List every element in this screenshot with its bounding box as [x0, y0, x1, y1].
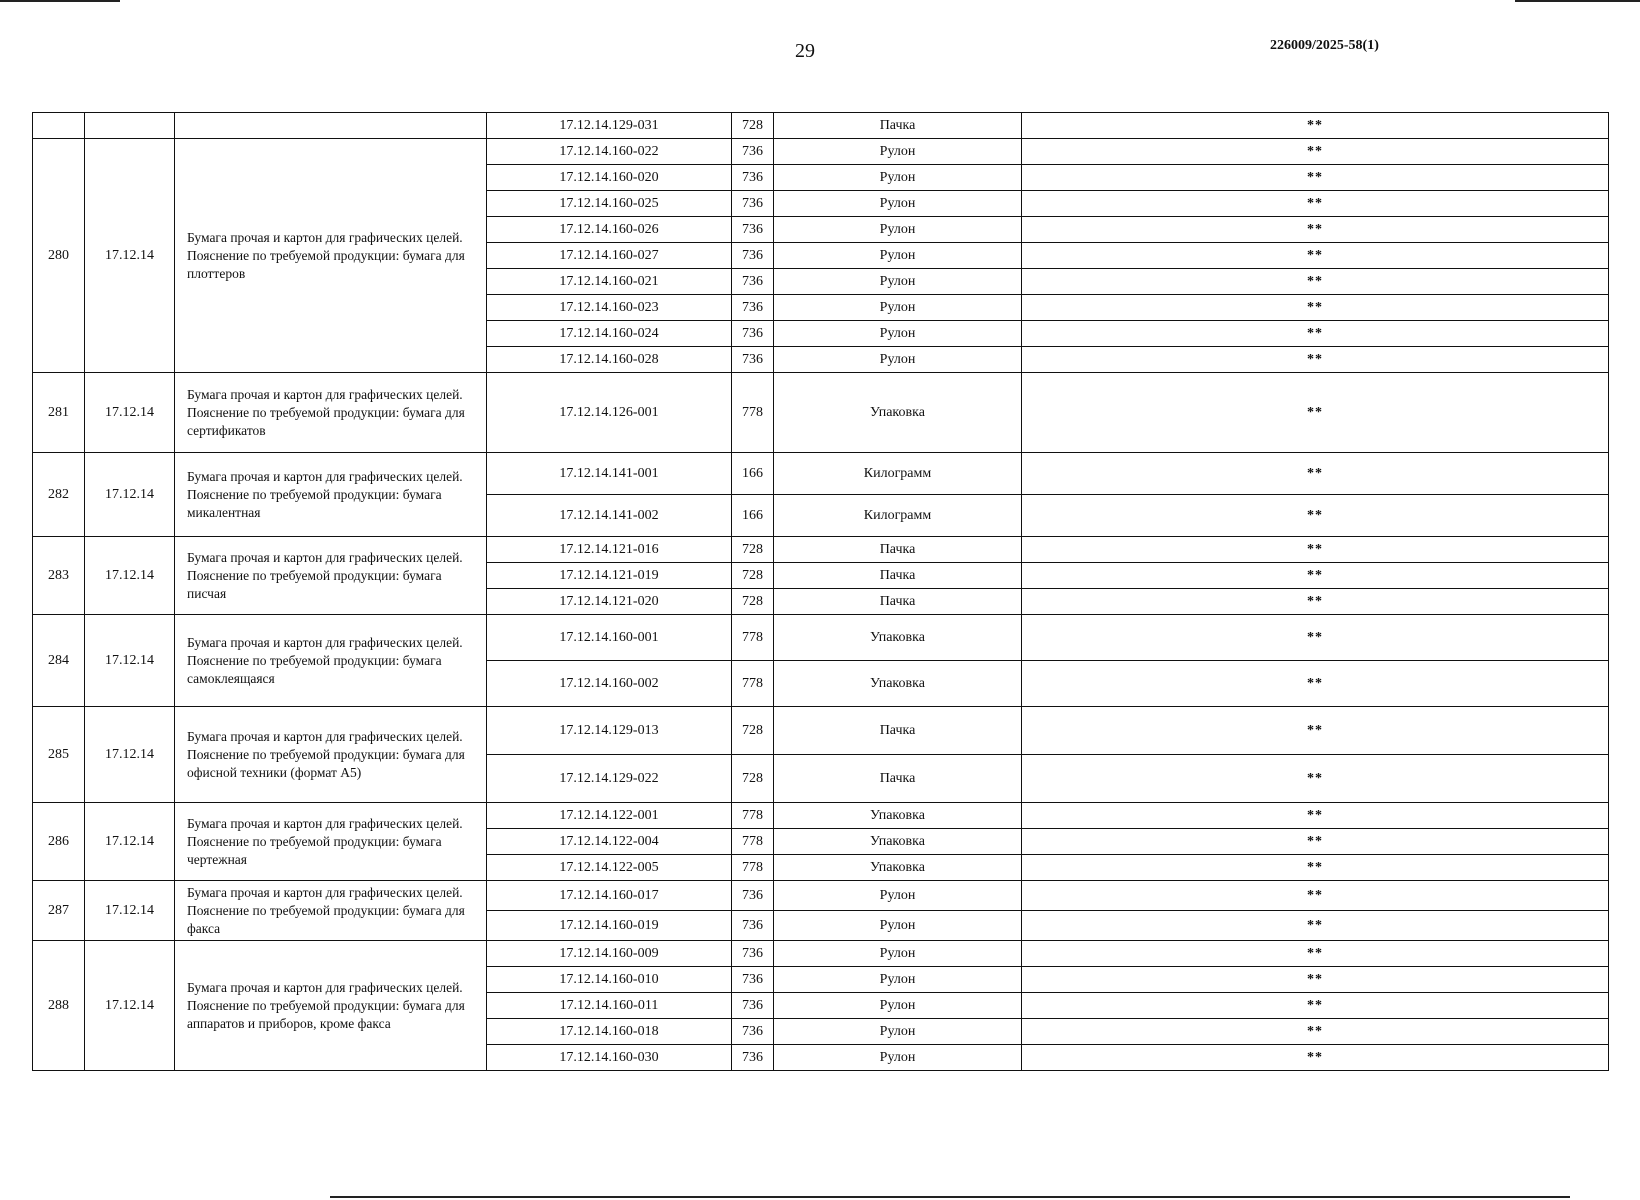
ktru-code: 17.12.14.160-022 — [487, 139, 732, 165]
ktru-code: 17.12.14.160-020 — [487, 165, 732, 191]
okei-code: 778 — [732, 615, 774, 661]
okpd2-code: 17.12.14 — [85, 881, 175, 941]
okei-code: 728 — [732, 537, 774, 563]
procurement-table — [32, 112, 1609, 1071]
price-value: ** — [1022, 563, 1609, 589]
price-value: ** — [1022, 243, 1609, 269]
unit-name: Рулон — [774, 191, 1022, 217]
product-description: Бумага прочая и картон для графических целей. Пояснение по требуемой продукции: бумага для аппаратов и приборов, кроме факса — [175, 941, 487, 1071]
row-number: 282 — [33, 453, 85, 537]
unit-name: Рулон — [774, 295, 1022, 321]
scan-edge-top-left — [0, 0, 120, 2]
row-number: 287 — [33, 881, 85, 941]
price-value: ** — [1022, 661, 1609, 707]
price-value: ** — [1022, 615, 1609, 661]
table-row — [33, 113, 1609, 139]
unit-name: Упаковка — [774, 661, 1022, 707]
okpd2-code: 17.12.14 — [85, 941, 175, 1071]
row-number: 285 — [33, 707, 85, 803]
unit-name: Пачка — [774, 589, 1022, 615]
ktru-code: 17.12.14.122-004 — [487, 829, 732, 855]
price-value: ** — [1022, 347, 1609, 373]
price-value: ** — [1022, 165, 1609, 191]
ktru-code: 17.12.14.160-028 — [487, 347, 732, 373]
product-description: Бумага прочая и картон для графических целей. Пояснение по требуемой продукции: бумага писчая — [175, 537, 487, 615]
price-value: ** — [1022, 191, 1609, 217]
table-row — [33, 615, 1609, 661]
okei-code: 778 — [732, 855, 774, 881]
okei-code: 728 — [732, 707, 774, 755]
okei-code: 736 — [732, 191, 774, 217]
table-row — [33, 707, 1609, 755]
okpd2-code: 17.12.14 — [85, 615, 175, 707]
price-value: ** — [1022, 803, 1609, 829]
okei-code: 736 — [732, 911, 774, 941]
okei-code: 778 — [732, 829, 774, 855]
price-value: ** — [1022, 217, 1609, 243]
table-row — [33, 881, 1609, 911]
price-value: ** — [1022, 829, 1609, 855]
price-value: ** — [1022, 537, 1609, 563]
unit-name: Рулон — [774, 243, 1022, 269]
page-number: 29 — [795, 40, 815, 62]
unit-name: Рулон — [774, 165, 1022, 191]
price-value: ** — [1022, 113, 1609, 139]
unit-name: Упаковка — [774, 803, 1022, 829]
price-value: ** — [1022, 1019, 1609, 1045]
ktru-code: 17.12.14.160-001 — [487, 615, 732, 661]
row-number: 288 — [33, 941, 85, 1071]
product-description: Бумага прочая и картон для графических целей. Пояснение по требуемой продукции: бумага для факса — [175, 881, 487, 941]
okei-code: 736 — [732, 295, 774, 321]
unit-name: Рулон — [774, 269, 1022, 295]
price-value: ** — [1022, 269, 1609, 295]
unit-name: Рулон — [774, 911, 1022, 941]
unit-name: Рулон — [774, 941, 1022, 967]
okei-code: 736 — [732, 347, 774, 373]
unit-name: Рулон — [774, 1045, 1022, 1071]
unit-name: Рулон — [774, 967, 1022, 993]
okei-code: 736 — [732, 1019, 774, 1045]
scan-edge-top-right — [1515, 0, 1640, 2]
product-description: Бумага прочая и картон для графических целей. Пояснение по требуемой продукции: бумага микалентная — [175, 453, 487, 537]
unit-name: Пачка — [774, 537, 1022, 563]
table-row — [33, 453, 1609, 495]
ktru-code: 17.12.14.160-017 — [487, 881, 732, 911]
unit-name: Рулон — [774, 321, 1022, 347]
ktru-code: 17.12.14.160-026 — [487, 217, 732, 243]
unit-name: Пачка — [774, 563, 1022, 589]
price-value: ** — [1022, 755, 1609, 803]
price-value: ** — [1022, 911, 1609, 941]
price-value: ** — [1022, 707, 1609, 755]
product-description: Бумага прочая и картон для графических целей. Пояснение по требуемой продукции: бумага самоклеящаяся — [175, 615, 487, 707]
unit-name: Упаковка — [774, 615, 1022, 661]
okpd2-code: 17.12.14 — [85, 373, 175, 453]
okei-code: 736 — [732, 139, 774, 165]
price-value: ** — [1022, 139, 1609, 165]
price-value: ** — [1022, 373, 1609, 453]
ktru-code: 17.12.14.121-020 — [487, 589, 732, 615]
okpd2-code: 17.12.14 — [85, 803, 175, 881]
unit-name: Упаковка — [774, 373, 1022, 453]
ktru-code: 17.12.14.121-019 — [487, 563, 732, 589]
product-description — [175, 113, 487, 139]
okei-code: 736 — [732, 967, 774, 993]
price-value: ** — [1022, 967, 1609, 993]
unit-name: Килограмм — [774, 495, 1022, 537]
row-number: 286 — [33, 803, 85, 881]
unit-name: Упаковка — [774, 855, 1022, 881]
ktru-code: 17.12.14.160-023 — [487, 295, 732, 321]
okei-code: 736 — [732, 269, 774, 295]
okei-code: 728 — [732, 563, 774, 589]
product-description: Бумага прочая и картон для графических целей. Пояснение по требуемой продукции: бумага для сертификатов — [175, 373, 487, 453]
okpd2-code: 17.12.14 — [85, 707, 175, 803]
unit-name: Рулон — [774, 139, 1022, 165]
price-value: ** — [1022, 453, 1609, 495]
okpd2-code: 17.12.14 — [85, 139, 175, 373]
ktru-code: 17.12.14.160-002 — [487, 661, 732, 707]
unit-name: Пачка — [774, 113, 1022, 139]
ktru-code: 17.12.14.122-001 — [487, 803, 732, 829]
okei-code: 778 — [732, 803, 774, 829]
okei-code: 736 — [732, 881, 774, 911]
okei-code: 736 — [732, 165, 774, 191]
ktru-code: 17.12.14.160-018 — [487, 1019, 732, 1045]
okei-code: 736 — [732, 243, 774, 269]
price-value: ** — [1022, 855, 1609, 881]
unit-name: Килограмм — [774, 453, 1022, 495]
okei-code: 736 — [732, 941, 774, 967]
unit-name: Рулон — [774, 217, 1022, 243]
okei-code: 166 — [732, 453, 774, 495]
price-value: ** — [1022, 495, 1609, 537]
okpd2-code — [85, 113, 175, 139]
ktru-code: 17.12.14.160-030 — [487, 1045, 732, 1071]
okei-code: 728 — [732, 113, 774, 139]
okpd2-code: 17.12.14 — [85, 537, 175, 615]
okei-code: 736 — [732, 1045, 774, 1071]
okei-code: 736 — [732, 217, 774, 243]
okei-code: 736 — [732, 993, 774, 1019]
ktru-code: 17.12.14.126-001 — [487, 373, 732, 453]
ktru-code: 17.12.14.160-025 — [487, 191, 732, 217]
price-value: ** — [1022, 321, 1609, 347]
scan-edge-bottom — [330, 1196, 1570, 1198]
row-number: 284 — [33, 615, 85, 707]
unit-name: Рулон — [774, 993, 1022, 1019]
ktru-code: 17.12.14.129-022 — [487, 755, 732, 803]
row-number: 281 — [33, 373, 85, 453]
row-number — [33, 113, 85, 139]
unit-name: Пачка — [774, 707, 1022, 755]
price-value: ** — [1022, 941, 1609, 967]
okei-code: 778 — [732, 661, 774, 707]
okei-code: 728 — [732, 589, 774, 615]
unit-name: Рулон — [774, 1019, 1022, 1045]
price-value: ** — [1022, 295, 1609, 321]
okei-code: 728 — [732, 755, 774, 803]
row-number: 280 — [33, 139, 85, 373]
table-row — [33, 803, 1609, 829]
ktru-code: 17.12.14.160-027 — [487, 243, 732, 269]
ktru-code: 17.12.14.129-013 — [487, 707, 732, 755]
ktru-code: 17.12.14.141-001 — [487, 453, 732, 495]
ktru-code: 17.12.14.160-011 — [487, 993, 732, 1019]
unit-name: Упаковка — [774, 829, 1022, 855]
table-row — [33, 941, 1609, 967]
ktru-code: 17.12.14.160-021 — [487, 269, 732, 295]
table-row — [33, 537, 1609, 563]
okpd2-code: 17.12.14 — [85, 453, 175, 537]
row-number: 283 — [33, 537, 85, 615]
document-registration-number: 226009/2025-58(1) — [1270, 38, 1379, 53]
okei-code: 166 — [732, 495, 774, 537]
price-value: ** — [1022, 1045, 1609, 1071]
okei-code: 778 — [732, 373, 774, 453]
product-description: Бумага прочая и картон для графических целей. Пояснение по требуемой продукции: бумага чертежная — [175, 803, 487, 881]
okei-code: 736 — [732, 321, 774, 347]
product-description: Бумага прочая и картон для графических целей. Пояснение по требуемой продукции: бумага для офисной техники (формат А5) — [175, 707, 487, 803]
ktru-code: 17.12.14.121-016 — [487, 537, 732, 563]
price-value: ** — [1022, 993, 1609, 1019]
table-row — [33, 139, 1609, 165]
ktru-code: 17.12.14.160-019 — [487, 911, 732, 941]
unit-name: Рулон — [774, 347, 1022, 373]
ktru-code: 17.12.14.160-010 — [487, 967, 732, 993]
ktru-code: 17.12.14.160-009 — [487, 941, 732, 967]
unit-name: Рулон — [774, 881, 1022, 911]
unit-name: Пачка — [774, 755, 1022, 803]
ktru-code: 17.12.14.122-005 — [487, 855, 732, 881]
table-row — [33, 373, 1609, 453]
ktru-code: 17.12.14.160-024 — [487, 321, 732, 347]
product-description: Бумага прочая и картон для графических целей. Пояснение по требуемой продукции: бумага для плоттеров — [175, 139, 487, 373]
ktru-code: 17.12.14.141-002 — [487, 495, 732, 537]
price-value: ** — [1022, 881, 1609, 911]
price-value: ** — [1022, 589, 1609, 615]
ktru-code: 17.12.14.129-031 — [487, 113, 732, 139]
